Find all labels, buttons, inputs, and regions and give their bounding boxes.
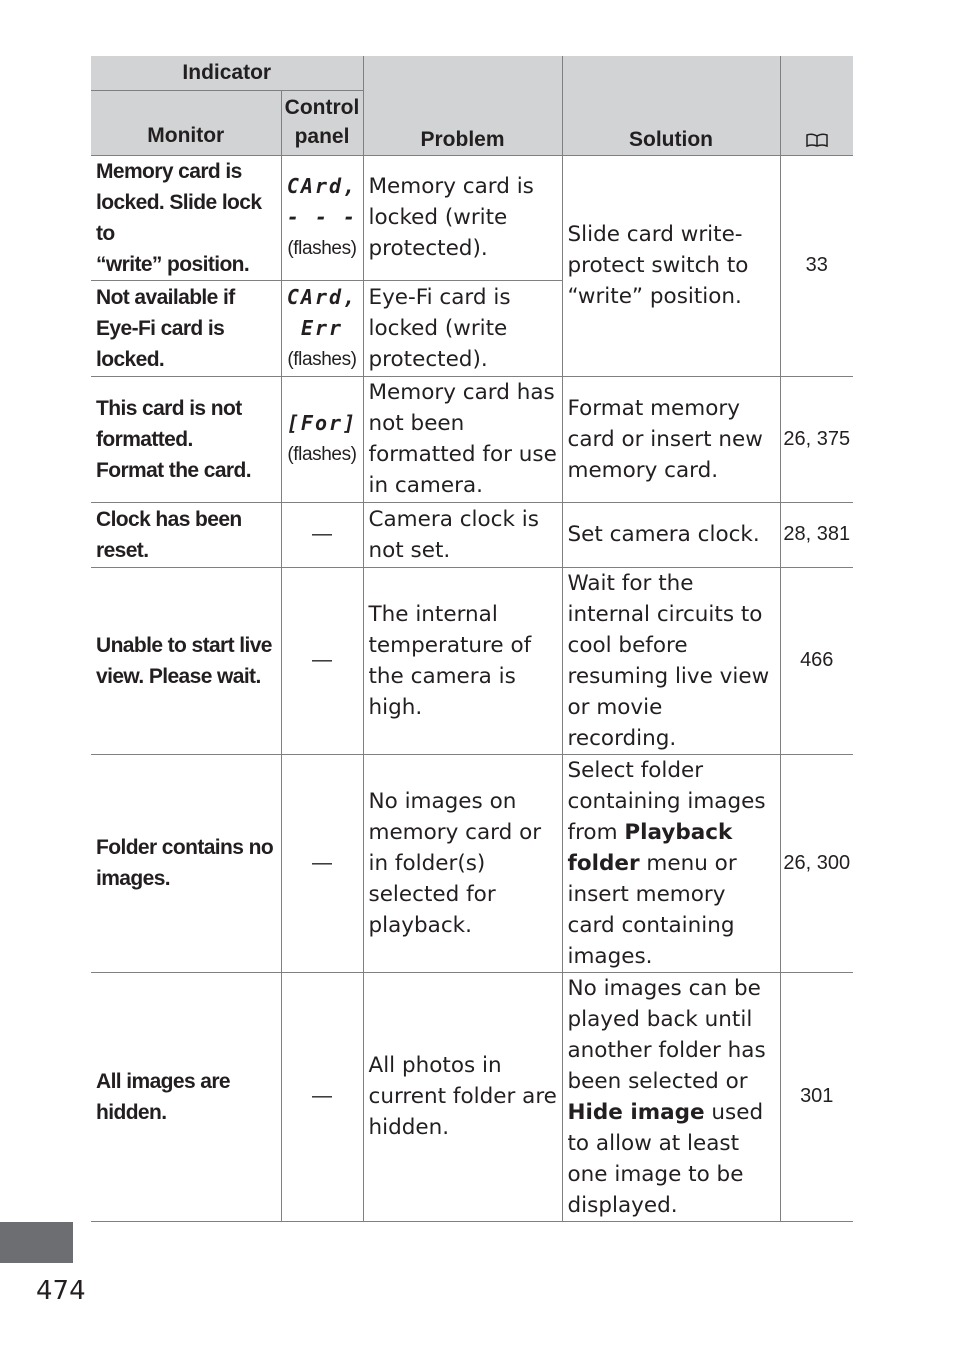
menu-name: Hide image [567,1099,705,1125]
problem-cell: Camera clock is not set. [363,502,562,567]
monitor-message [91,754,281,972]
flashes-note: (flashes) [287,348,357,370]
page-ref: 466 [780,567,853,754]
header-indicator: Indicator [91,56,363,90]
header-control-panel [281,90,363,155]
problem-cell: All photos in current folder are hidden. [363,972,562,1221]
solution-cell: Format memory card or insert new memory card. [562,376,780,502]
table-row [91,567,853,754]
page-ref: 28, 381 [780,502,853,567]
control-panel-indicator: — [281,567,363,754]
table-row [91,502,853,567]
table-row [91,754,853,972]
control-panel-indicator [281,376,363,502]
monitor-line: Memory card is [96,159,242,183]
monitor-line: formatted. [96,427,193,451]
header-problem: Problem [363,56,562,155]
monitor-message [91,280,281,376]
monitor-message [91,155,281,280]
monitor-line: Clock has been [96,507,242,531]
control-panel-indicator: — [281,754,363,972]
problem-cell: Eye-Fi card is locked (write protected). [363,280,562,376]
problem-cell: Memory card has not been formatted for use in camera. [363,376,562,502]
header-control-panel-l1: Control [284,95,360,119]
segment-display: Err [300,315,344,340]
monitor-message [91,376,281,502]
header-page-ref [780,56,853,155]
monitor-line: Not available if [96,285,235,309]
monitor-message [91,972,281,1221]
solution-cell [562,754,780,972]
monitor-line: This card is not [96,396,242,420]
monitor-line: Folder contains no [96,836,274,859]
control-panel-indicator: — [281,502,363,567]
monitor-line: images. [96,867,171,890]
monitor-line: reset. [96,538,149,562]
page-ref: 26, 300 [780,754,853,972]
page-number: 474 [36,1276,86,1306]
solution-cell: Set camera clock. [562,502,780,567]
solution-text: menu or insert memory card containing images. [567,850,737,969]
problem-cell: The internal temperature of the camera is high. [363,567,562,754]
page-ref: 33 [780,155,853,376]
control-panel-indicator: — [281,972,363,1221]
solution-text: used to allow at least one image to be displayed. [567,1099,764,1218]
page-ref: 26, 375 [780,376,853,502]
solution-cell [562,972,780,1221]
segment-display: CArd, [286,284,358,309]
header-monitor: Monitor [91,90,281,155]
monitor-line: Format the card. [96,458,251,482]
header-control-panel-l2: panel [294,124,350,148]
solution-cell: Wait for the internal circuits to cool before resuming live view or movie recording. [562,567,780,754]
book-icon [805,132,829,148]
table-row [91,972,853,1221]
monitor-line: Unable to start live [96,633,272,657]
chapter-tab-marker [0,1222,73,1263]
page-ref: 301 [780,972,853,1221]
menu-name: Playback folder [567,819,733,876]
control-panel-indicator [281,280,363,376]
table-row [91,155,853,280]
flashes-note: (flashes) [287,238,357,259]
monitor-line: Eye-Fi card is locked. [96,316,225,371]
problem-cell: No images on memory card or in folder(s) selected for playback. [363,754,562,972]
monitor-line: locked. Slide lock to [96,190,262,245]
monitor-line: All images are [96,1069,231,1093]
control-panel-indicator [281,155,363,280]
monitor-line: view. Please wait. [96,664,261,688]
monitor-message [91,567,281,754]
segment-display: CArd, [286,174,358,198]
problem-cell: Memory card is locked (write protected). [363,155,562,280]
header-solution: Solution [562,56,780,155]
monitor-line: “write” position. [96,252,250,276]
solution-cell: Slide card write-protect switch to “write” position. [562,155,780,376]
solution-text: No images can be played back until another folder has been selected or [567,975,766,1094]
segment-display: [For] [286,411,358,435]
segment-display: - - - [286,205,358,229]
monitor-line: hidden. [96,1100,167,1124]
monitor-message [91,502,281,567]
flashes-note: (flashes) [287,444,357,465]
solution-text: Select folder containing images from [567,757,766,845]
error-message-table [91,56,853,1222]
table-row [91,376,853,502]
